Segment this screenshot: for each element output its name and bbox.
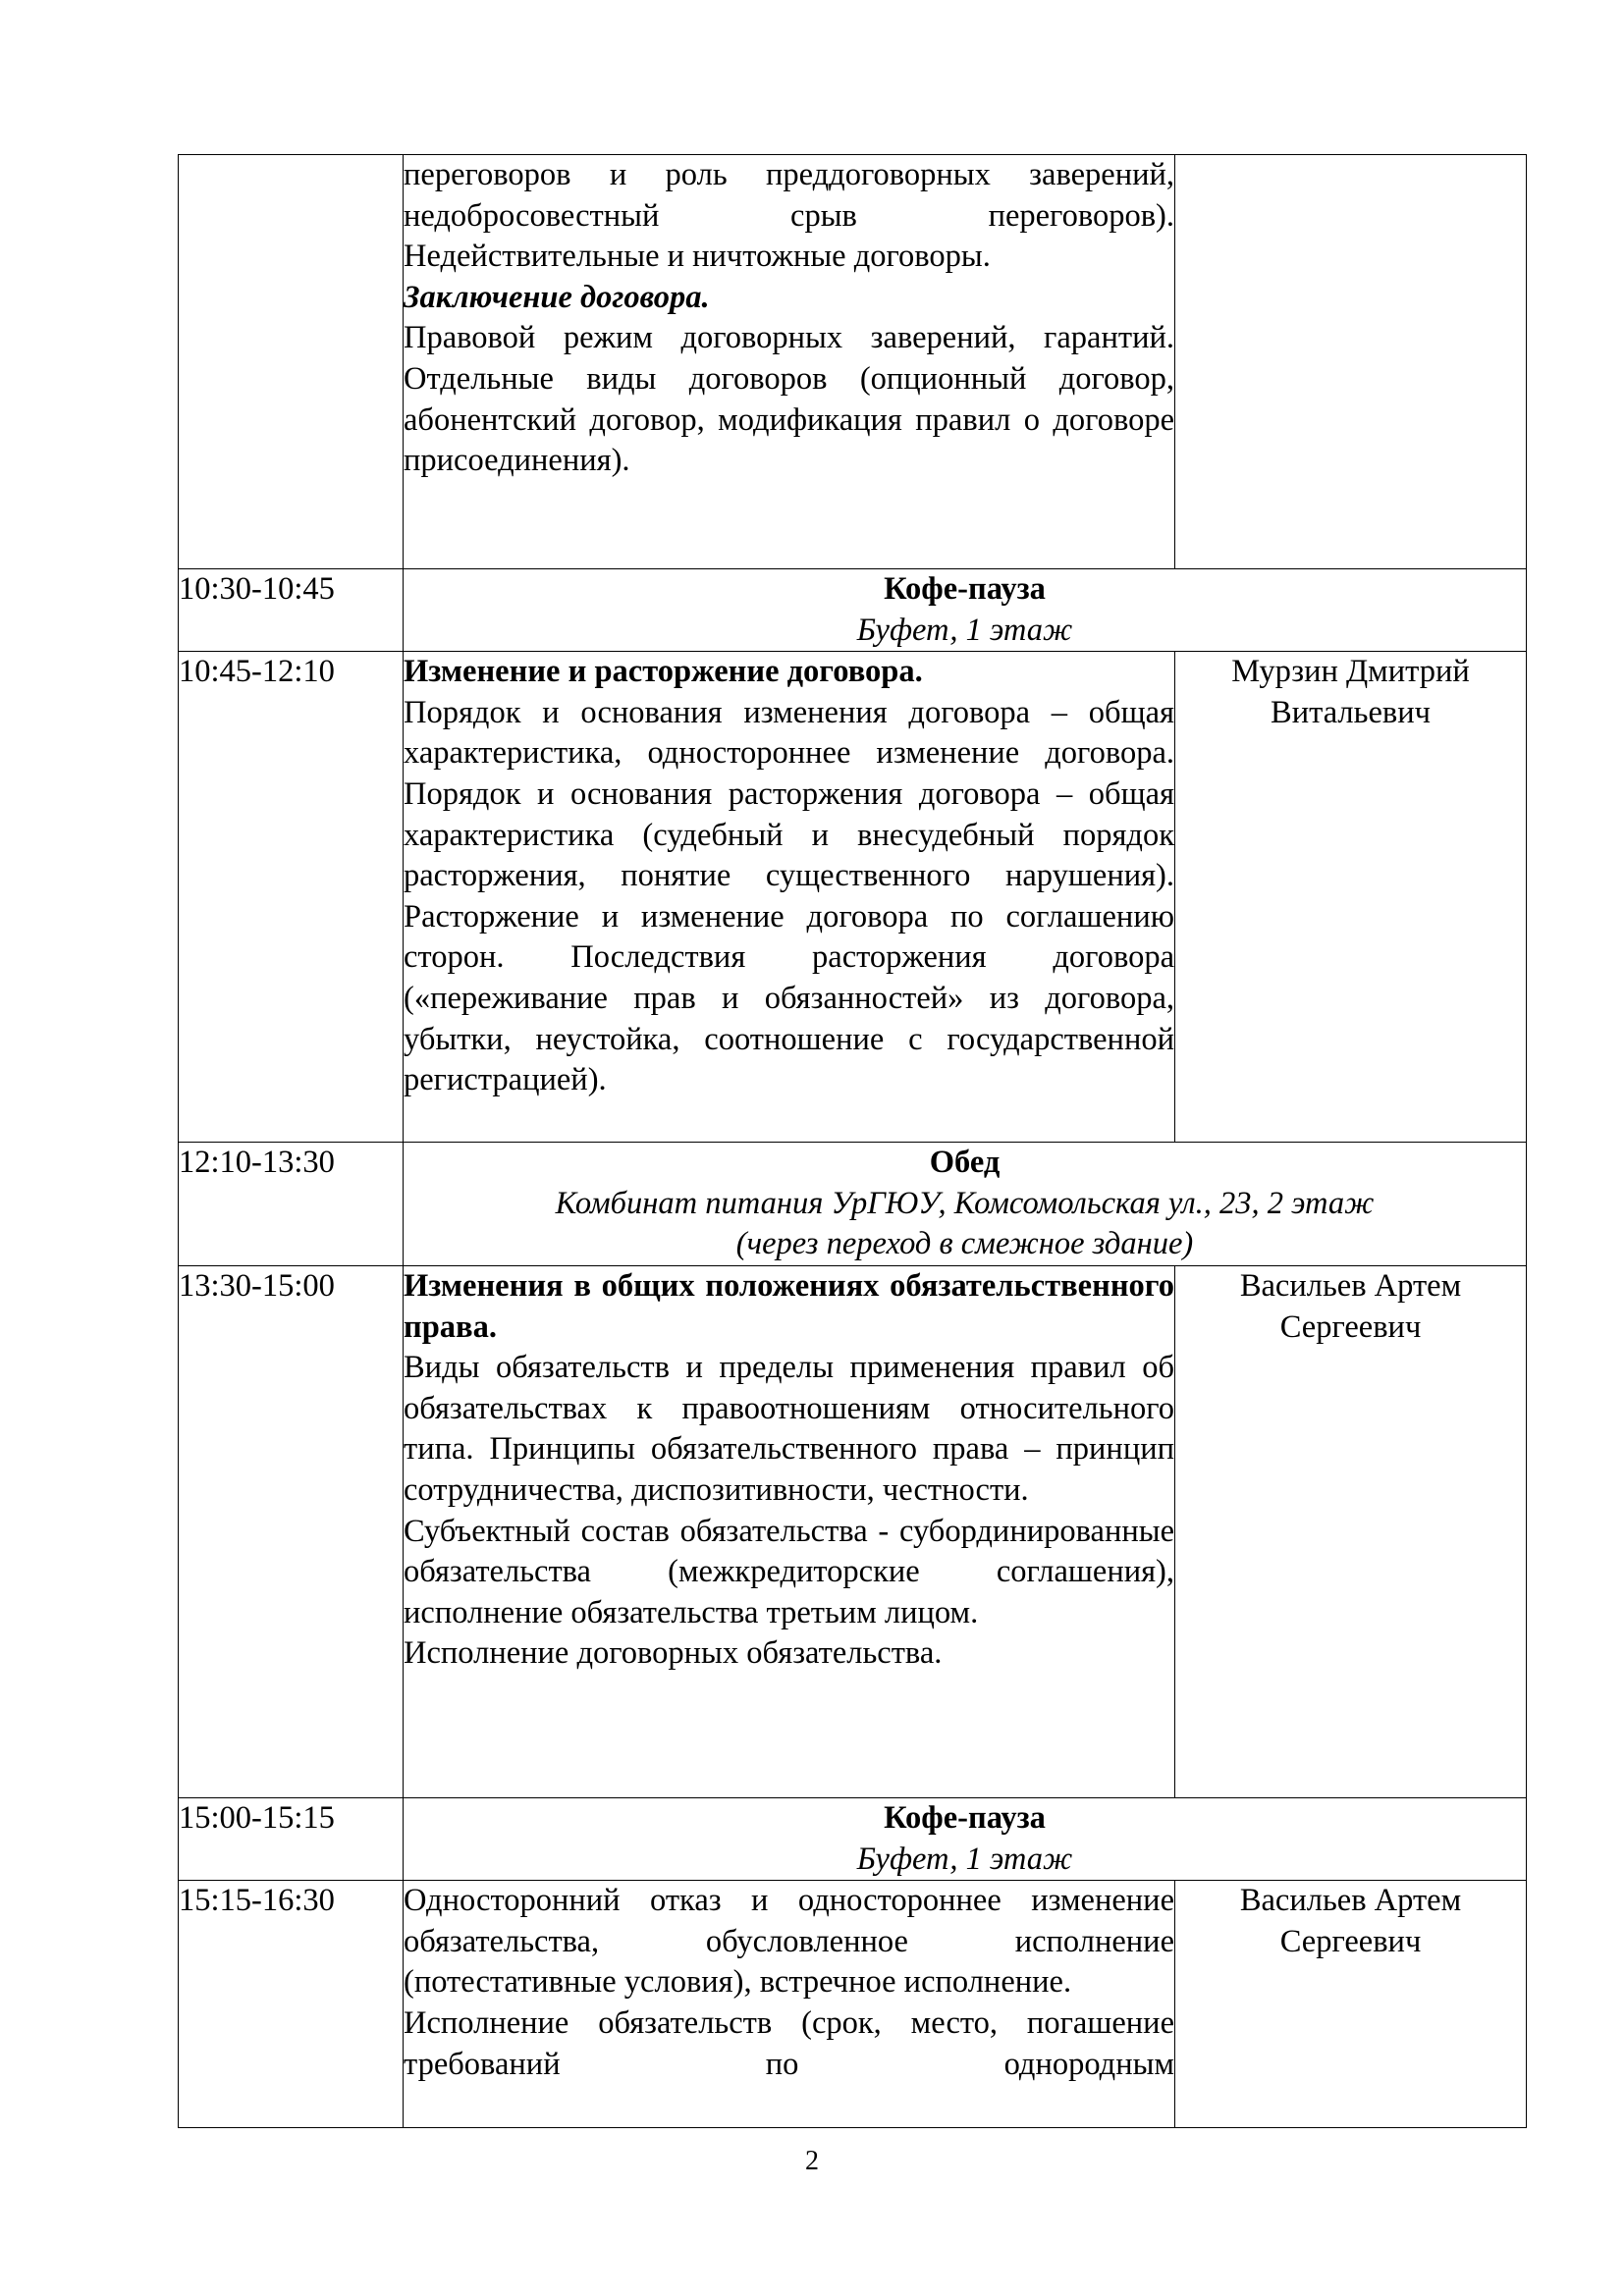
topic-cell	[404, 1881, 1175, 2128]
time-cell: 13:30-15:00	[179, 1265, 404, 1797]
topic-heading: Изменения в общих положениях обязательственного права.	[404, 1267, 1174, 1345]
speaker-cell: Васильев Артем Сергеевич	[1175, 1265, 1527, 1797]
topic-paragraph: переговоров и роль преддоговорных заверений, недобросовестный срыв переговоров). Недействительные и ничтожные договоры.	[404, 157, 1174, 275]
topic-paragraph: Правовой режим договорных заверений, гарантий. Отдельные виды договоров (опционный договор, абонентский договор, модификация правил о договоре присоединения).	[404, 320, 1174, 479]
time-cell: 15:00-15:15	[179, 1797, 404, 1880]
table-row	[179, 569, 1527, 652]
topic-cell	[404, 1265, 1175, 1797]
topic-paragraph: Односторонний отказ и одностороннее изменение обязательства, обусловленное исполнение (потестативные условия), встречное исполнение.	[404, 1883, 1174, 2001]
page-number: 2	[805, 2146, 819, 2176]
break-title: Кофе-пауза	[884, 571, 1046, 607]
break-place-note: (через переход в смежное здание)	[735, 1226, 1194, 1262]
break-place: Буфет, 1 этаж	[856, 1841, 1073, 1877]
table-row	[179, 1143, 1527, 1266]
time-cell: 10:30-10:45	[179, 569, 404, 652]
schedule-table	[178, 154, 1527, 2128]
table-row	[179, 1881, 1527, 2128]
break-title: Кофе-пауза	[884, 1799, 1046, 1836]
speaker-cell: Васильев Артем Сергеевич	[1175, 1881, 1527, 2128]
time-cell: 10:45-12:10	[179, 652, 404, 1143]
topic-paragraph: Субъектный состав обязательства - субординированные обязательства (межкредиторские соглашения), исполнение обязательства третьим лицом.	[404, 1513, 1174, 1630]
break-place: Комбинат питания УрГЮУ, Комсомольская ул., 23, 2 этаж	[555, 1185, 1375, 1221]
topic-paragraph: Виды обязательств и пределы применения правил об обязательствах к правоотношениям относительного типа. Принципы обязательственного права – принцип сотрудничества, диспозитивности, честности.	[404, 1350, 1174, 1508]
topic-subheading: Заключение договора.	[404, 279, 710, 315]
topic-heading: Изменение и расторжение договора.	[404, 654, 923, 690]
time-cell: 12:10-13:30	[179, 1143, 404, 1266]
topic-cell	[404, 155, 1175, 569]
time-cell	[179, 155, 404, 569]
break-cell	[404, 1797, 1527, 1880]
break-cell	[404, 569, 1527, 652]
break-cell	[404, 1143, 1527, 1266]
break-title: Обед	[929, 1145, 1001, 1181]
table-row	[179, 1265, 1527, 1797]
speaker-cell	[1175, 155, 1527, 569]
topic-paragraph: Исполнение договорных обязательства.	[404, 1635, 943, 1672]
table-row	[179, 652, 1527, 1143]
table-row	[179, 155, 1527, 569]
topic-cell	[404, 652, 1175, 1143]
topic-paragraph: Порядок и основания изменения договора – общая характеристика, одностороннее изменение договора. Порядок и основания расторжения договора – общая характеристика (судебный и внесудебный порядок расторжения, понятие существенного нарушения). Расторжение и изменение договора по соглашению сторон. Последствия расторжения договора («переживание прав и обязанностей» из договора, убытки, неустойка, соотношение с государственной регистрацией).	[404, 694, 1174, 1098]
speaker-cell: Мурзин Дмитрий Витальевич	[1175, 652, 1527, 1143]
time-cell: 15:15-16:30	[179, 1881, 404, 2128]
topic-paragraph: Исполнение обязательств (срок, место, погашение требований по однородным	[404, 2004, 1174, 2082]
table-row	[179, 1797, 1527, 1880]
break-place: Буфет, 1 этаж	[856, 612, 1073, 648]
